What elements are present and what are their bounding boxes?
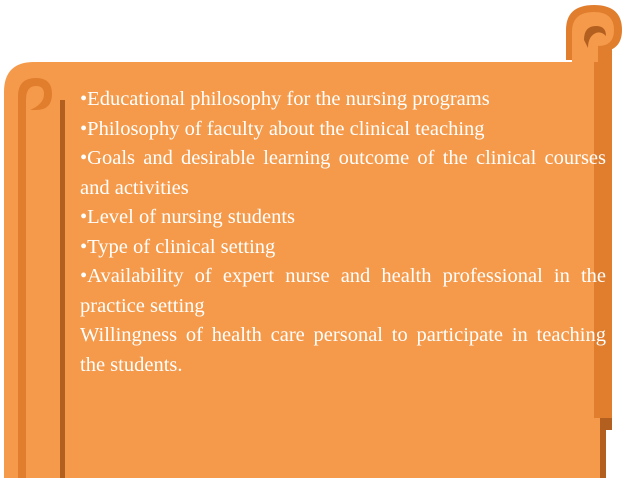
bullet-goals-outcomes: •Goals and desirable learning outcome of the clinical courses and activities [80, 147, 606, 199]
scroll-left-roll-edge [60, 100, 65, 478]
bullet-educational-philosophy: •Educational philosophy for the nursing programs [80, 88, 490, 110]
scroll-bottom-shadow [600, 418, 612, 478]
bullet-student-level: •Level of nursing students [80, 206, 295, 228]
bullet-faculty-philosophy: •Philosophy of faculty about the clinical teaching [80, 117, 485, 140]
bullet-clinical-setting: •Type of clinical setting [80, 235, 276, 258]
bullet-expert-availability: •Availability of expert nurse and health professional in the practice setting [80, 265, 606, 317]
scroll-left-roll [4, 62, 64, 478]
bullet-staff-willingness: Willingness of health care personal to participate in teaching the students. [80, 324, 606, 376]
slide-text-block [80, 85, 606, 380]
